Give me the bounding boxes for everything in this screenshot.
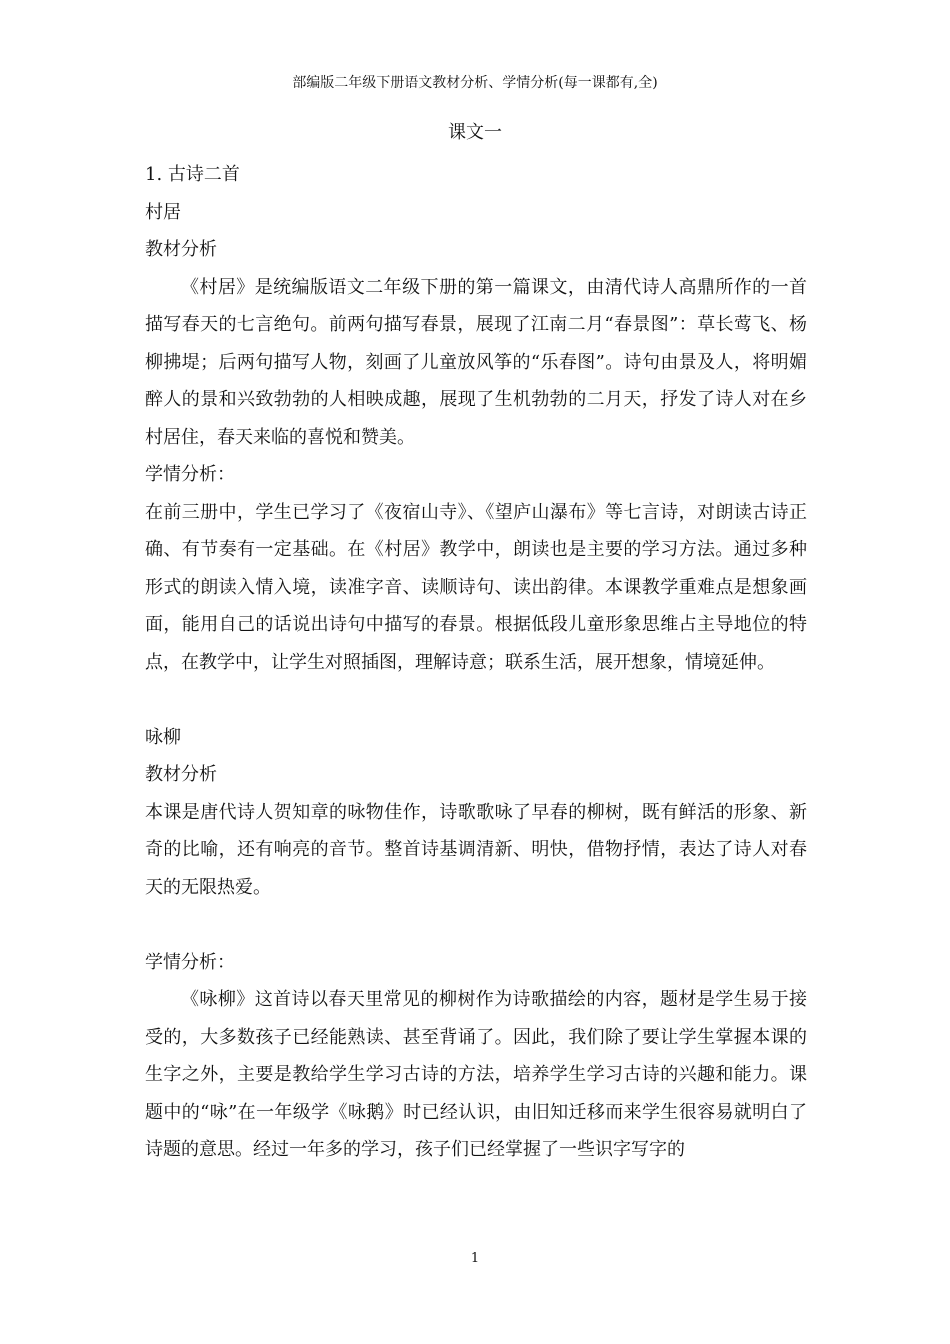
poem2-title: 咏柳 [145, 726, 181, 748]
poem2-analysis-heading: 教材分析 [145, 764, 217, 785]
blank-line [145, 906, 807, 944]
poem1-title: 村居 [145, 201, 181, 223]
poem1-student-heading: 学情分析： [145, 464, 235, 485]
poem2-analysis-paragraph: 本课是唐代诗人贺知章的咏物佳作，诗歌歌咏了早春的柳树，既有鲜活的形象、新奇的比喻，还有响亮的音节。整首诗基调清新、明快，借物抒情，表达了诗人对春天的无限热爱。 [145, 801, 807, 898]
poem2-student-paragraph: 《咏柳》这首诗以春天里常见的柳树作为诗歌描绘的内容，题材是学生易于接受的，大多数孩子已经能熟读、甚至背诵了。因此，我们除了要让学生掌握本课的生字之外，主要是教给学生学习古诗的方法，培养学生学习古诗的兴趣和能力。课题中的“咏”在一年级学《咏鹅》时已经认识，由旧知迁移而来学生很容易就明白了诗题的意思。经过一年多的学习，孩子们已经掌握了一些识字写字的 [145, 989, 807, 1160]
section-title: 课文一 [448, 122, 502, 143]
poem1-analysis-paragraph: 《村居》是统编版语文二年级下册的第一篇课文，由清代诗人高鼎所作的一首描写春天的七言绝句。前两句描写春景，展现了江南二月“春景图”：草长莺飞、杨柳拂堤；后两句描写人物，刻画了儿童放风筝的“乐春图”。诗句由景及人，将明媚醉人的景和兴致勃勃的人相映成趣，展现了生机勃勃的二月天，抒发了诗人对在乡村居住，春天来临的喜悦和赞美。 [145, 276, 807, 448]
poem1-analysis-heading: 教材分析 [145, 239, 217, 260]
poem2-student-heading: 学情分析： [145, 951, 235, 973]
document-body [145, 156, 807, 1169]
lesson-heading: 1. 古诗二首 [145, 164, 240, 185]
page-number: 1 [470, 1251, 480, 1266]
page-header: 部编版二年级下册语文教材分析、学情分析(每一课都有,全) [292, 75, 658, 91]
blank-line [145, 681, 807, 719]
poem1-student-paragraph: 在前三册中，学生已学习了《夜宿山寺》、《望庐山瀑布》等七言诗，对朗读古诗正确、有节奏有一定基础。在《村居》教学中，朗读也是主要的学习方法。通过多种形式的朗读入情入境，读准字音、读顺诗句、读出韵律。本课教学重难点是想象画面，能用自己的话说出诗句中描写的春景。根据低段儿童形象思维占主导地位的特点，在教学中，让学生对照插图，理解诗意；联系生活，展开想象，情境延伸。 [145, 501, 807, 673]
